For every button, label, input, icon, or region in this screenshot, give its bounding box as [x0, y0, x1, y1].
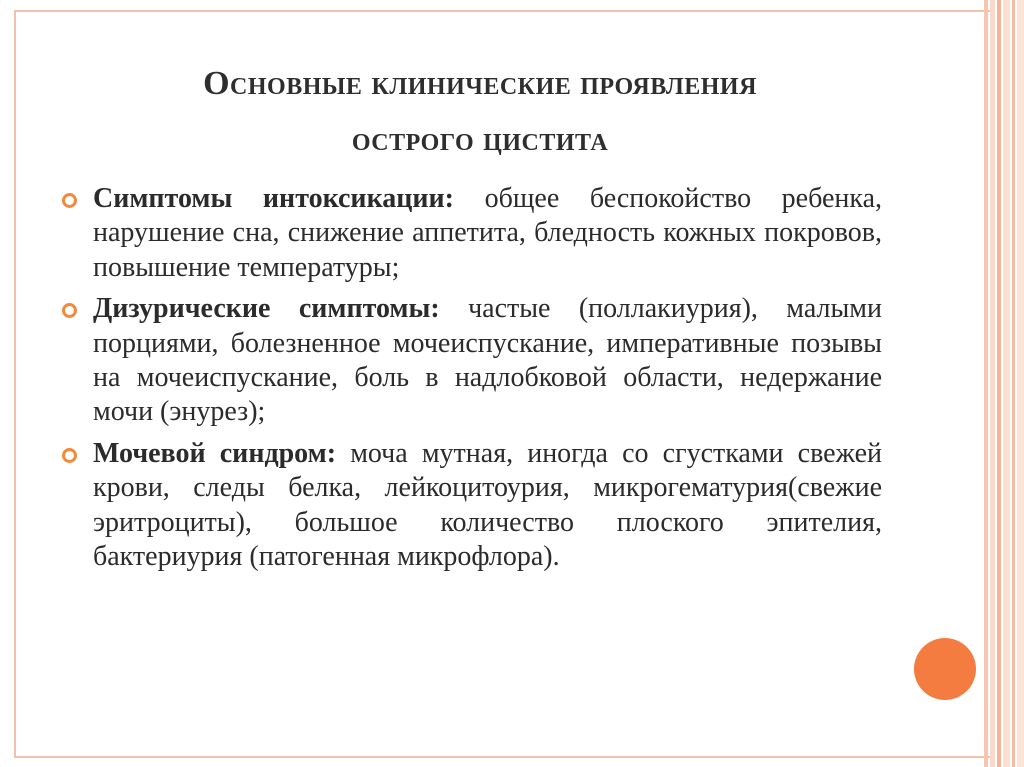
frame-top [14, 10, 992, 12]
bullet-circle-icon [62, 448, 77, 463]
list-item-intoxication [62, 182, 882, 285]
bullet-circle-icon [62, 193, 77, 208]
stripe-3 [997, 0, 1001, 767]
list-item-urinary [62, 437, 882, 575]
item-text: моча мутная, иногда со сгустками свежей крови, следы белка, лейкоцитоурия, микрогематурия(свежие эритроциты), большое количество плоского эпителия, бактериурия (патогенная микрофлора). [93, 437, 882, 573]
item-heading: Симптомы интоксикации: [93, 183, 485, 214]
stripe-6 [1017, 0, 1024, 767]
item-text: частые (поллакиурия), малыми порциями, болезненное мочеиспускание, императивные позывы на мочеиспускание, боль в надлобковой области, недержание мочи (энурез); [93, 293, 882, 428]
title-line-1: Основные клинические проявления [203, 65, 757, 102]
list-item-dysuric [62, 292, 882, 430]
decorative-circle-icon [914, 638, 976, 700]
frame-bottom [14, 756, 992, 758]
item-heading: Мочевой синдром: [93, 437, 351, 469]
title-line-2: острого цистита [351, 121, 609, 158]
item-text: общее беспокойство ребенка, нарушение сна, снижение аппетита, бледность кожных покровов, повышение температуры; [93, 183, 882, 283]
stripe-2 [990, 0, 995, 767]
stripe-5 [1012, 0, 1015, 767]
stripe-4 [1003, 0, 1010, 767]
bullet-circle-icon [62, 303, 77, 318]
slide-title [60, 56, 900, 168]
frame-left [14, 10, 16, 758]
bullet-list [62, 182, 882, 581]
stripe-1 [984, 0, 988, 767]
item-heading: Дизурические симптомы: [93, 293, 469, 325]
